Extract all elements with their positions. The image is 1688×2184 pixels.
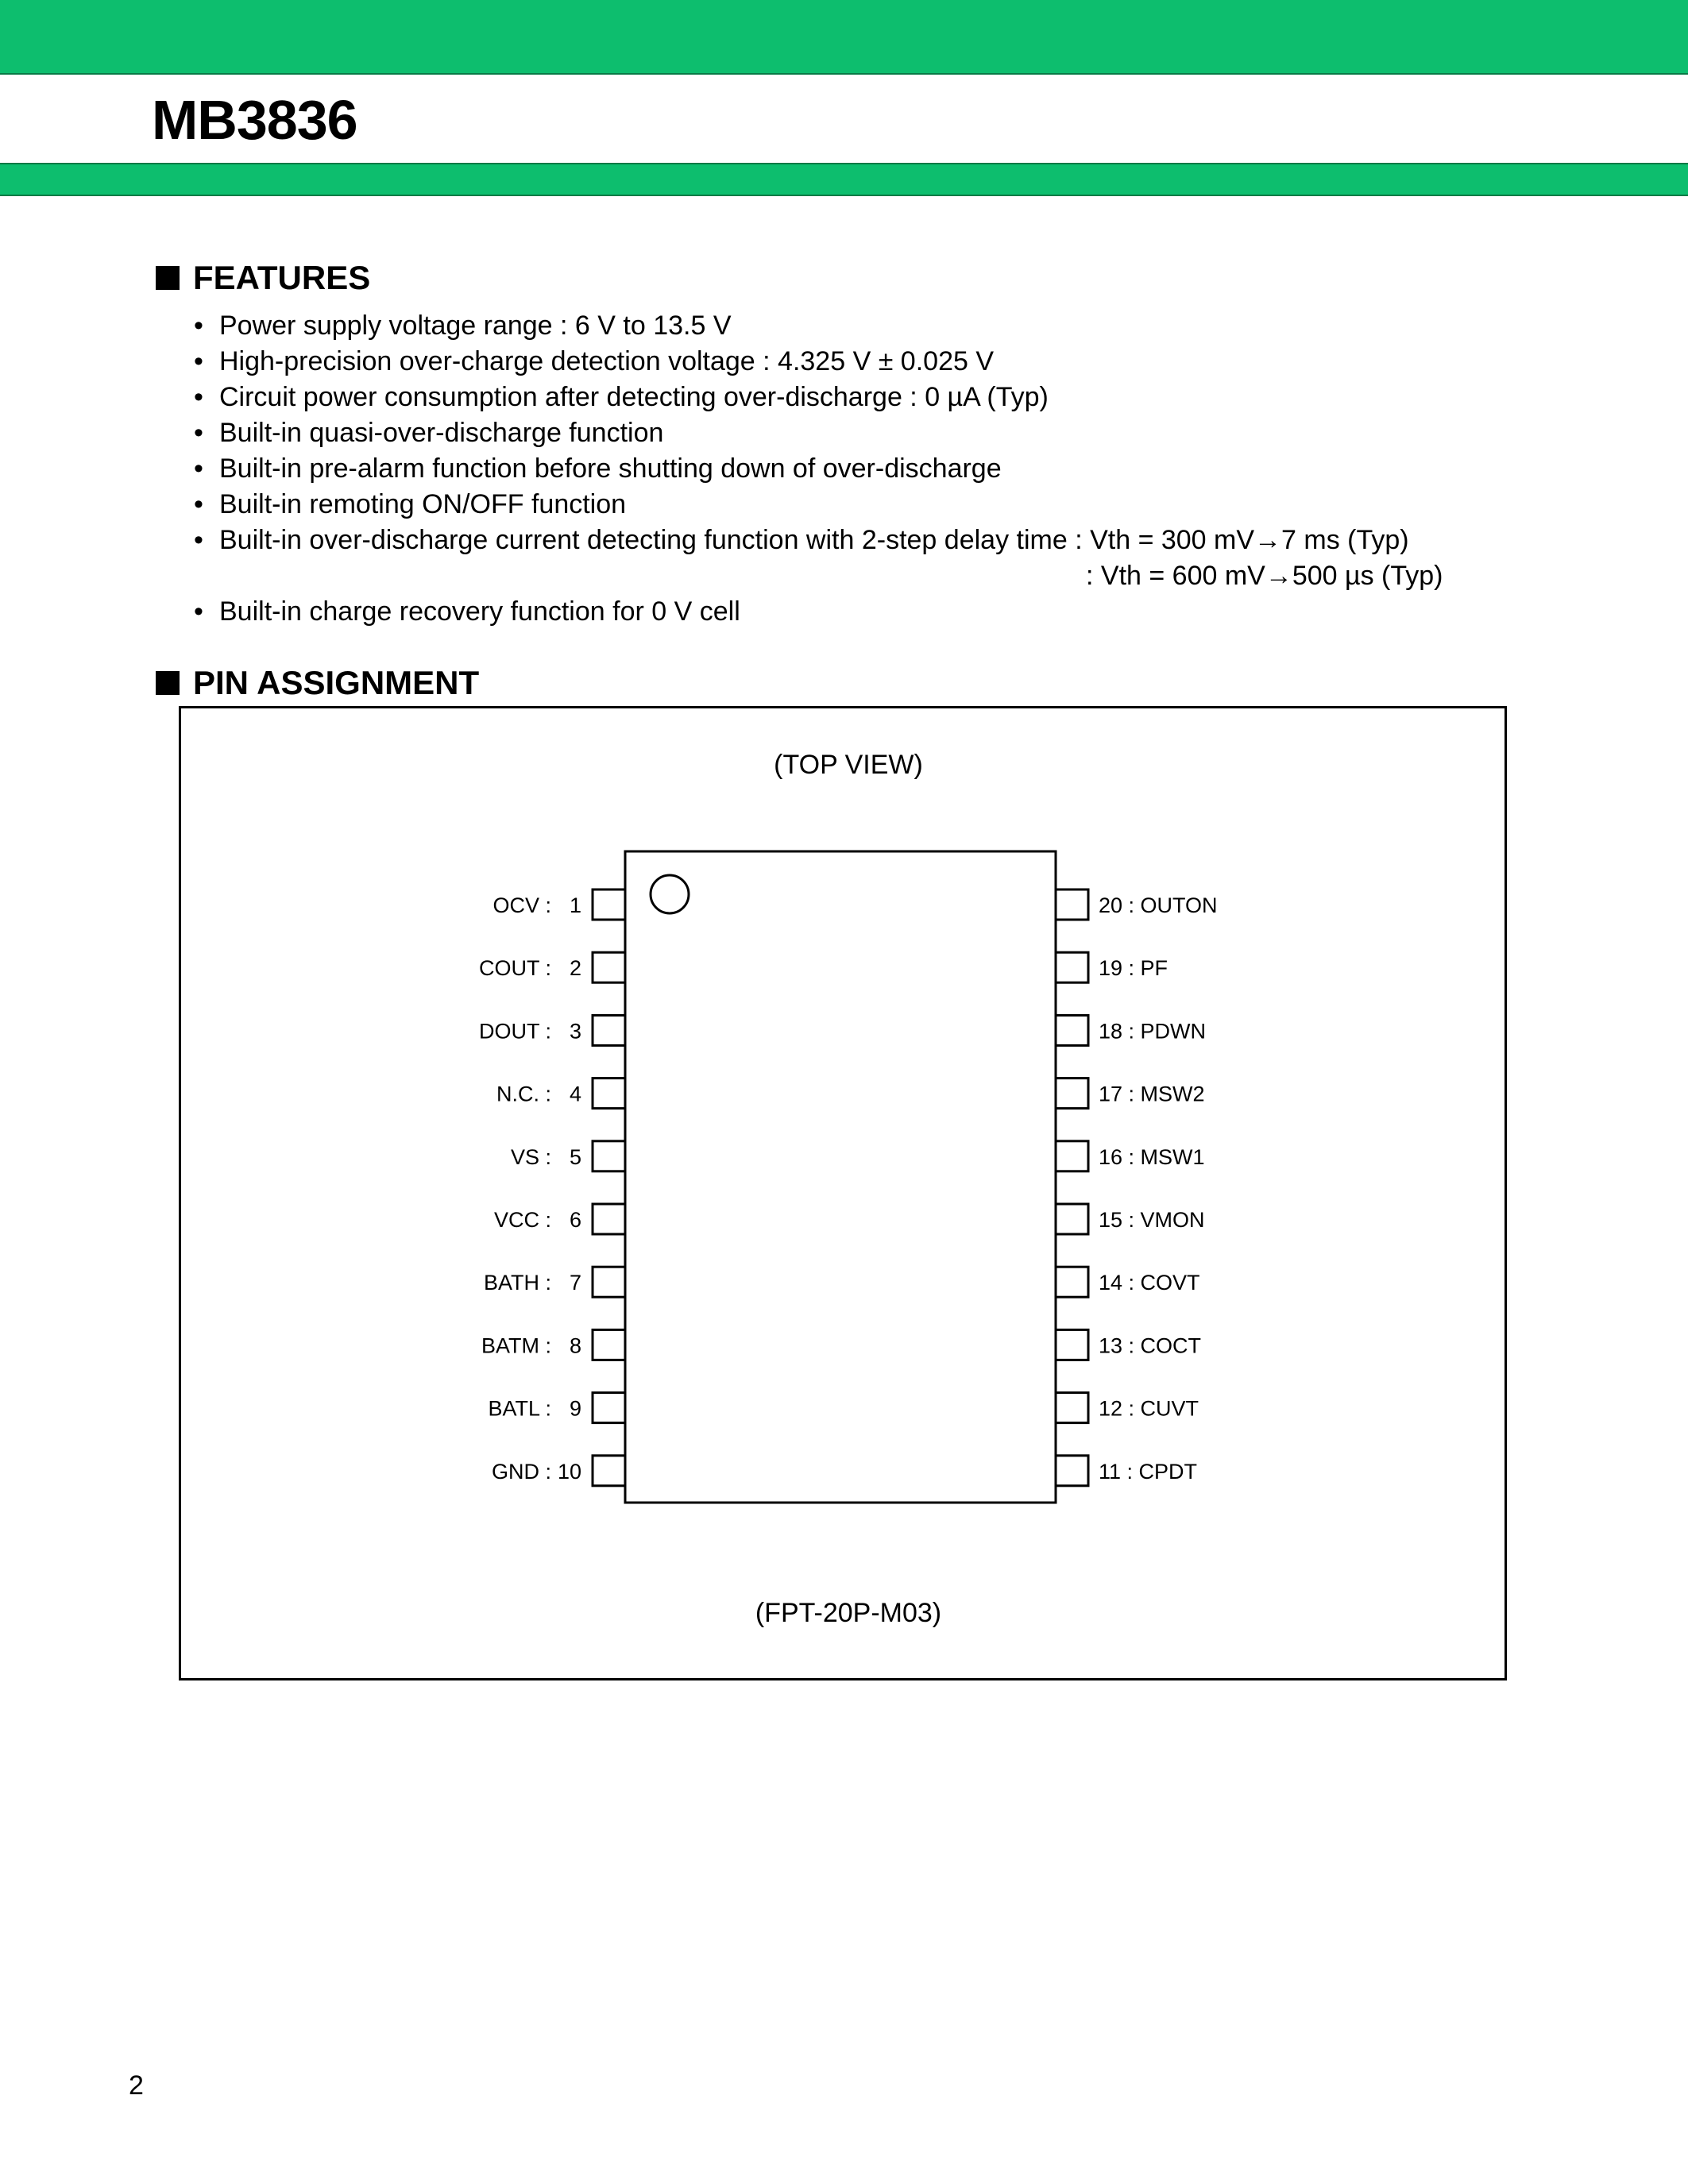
feature-continuation: : Vth = 600 mV→500 µs (Typ) bbox=[1086, 561, 1443, 591]
page-number: 2 bbox=[129, 2070, 144, 2101]
feature-text: Circuit power consumption after detecting over-discharge : 0 µA (Typ) bbox=[219, 382, 1049, 412]
feature-text: High-precision over-charge detection voltage : 4.325 V ± 0.025 V bbox=[219, 346, 995, 376]
pin-number-left: 8 bbox=[569, 1333, 581, 1358]
pin-lead-right bbox=[1056, 1393, 1088, 1423]
pin-diagram bbox=[181, 708, 1505, 1678]
pin-name-left: OCV : bbox=[492, 893, 551, 917]
pin-lead-right bbox=[1056, 1329, 1088, 1360]
pin-number-left: 5 bbox=[569, 1144, 581, 1169]
pin-assignment-heading bbox=[156, 663, 479, 703]
pin-number-left: 9 bbox=[569, 1396, 581, 1421]
pin-number-left: 3 bbox=[569, 1019, 581, 1044]
pin-name-left: VCC : bbox=[493, 1208, 551, 1232]
pin-lead-right bbox=[1056, 952, 1088, 982]
document-title: MB3836 bbox=[152, 89, 357, 151]
pin-assignment-heading-label: PIN ASSIGNMENT bbox=[193, 664, 480, 701]
pin-lead-left bbox=[593, 1456, 625, 1486]
right-pin-group bbox=[1056, 889, 1218, 1486]
features-heading bbox=[156, 258, 370, 298]
pin-label-right: 12 : CUVT bbox=[1099, 1396, 1199, 1421]
pin-name-left: BATH : bbox=[483, 1271, 551, 1295]
features-heading-label: FEATURES bbox=[193, 259, 371, 296]
pin-name-left: DOUT : bbox=[478, 1019, 551, 1044]
pin-number-left: 2 bbox=[569, 956, 581, 981]
pin-name-left: BATL : bbox=[488, 1396, 551, 1421]
pin-number-left: 10 bbox=[557, 1459, 581, 1484]
pin-name-left: N.C. : bbox=[496, 1082, 551, 1106]
bullet: • bbox=[194, 418, 203, 448]
pin-number-left: 4 bbox=[569, 1082, 581, 1106]
ic-body bbox=[625, 851, 1056, 1503]
bullet: • bbox=[194, 489, 203, 519]
package-label: (FPT-20P-M03) bbox=[755, 1598, 942, 1628]
pin-lead-left bbox=[593, 1267, 625, 1297]
top-view-label: (TOP VIEW) bbox=[774, 750, 923, 780]
pin-number-left: 6 bbox=[569, 1208, 581, 1232]
pin-label-right: 11 : CPDT bbox=[1099, 1459, 1198, 1484]
pin-lead-right bbox=[1056, 1204, 1088, 1234]
pin-name-left: BATM : bbox=[481, 1333, 551, 1358]
pin-label-right: 13 : COCT bbox=[1099, 1333, 1202, 1358]
pin-lead-left bbox=[593, 952, 625, 982]
pin-label-right: 17 : MSW2 bbox=[1099, 1082, 1205, 1106]
pin-lead-right bbox=[1056, 1141, 1088, 1171]
feature-text: Power supply voltage range : 6 V to 13.5 V bbox=[219, 311, 732, 341]
pin-assignment-figure bbox=[179, 706, 1507, 1680]
pin-label-right: 19 : PF bbox=[1099, 956, 1168, 981]
feature-text: Built-in charge recovery function for 0 V cell bbox=[219, 596, 740, 627]
bullet: • bbox=[194, 453, 203, 484]
pin-lead-left bbox=[593, 1204, 625, 1234]
pin-label-right: 18 : PDWN bbox=[1099, 1019, 1207, 1044]
bullet: • bbox=[194, 382, 203, 412]
pin-lead-left bbox=[593, 1141, 625, 1171]
pin-lead-left bbox=[593, 1015, 625, 1045]
section-square-icon bbox=[156, 266, 180, 290]
left-pin-group bbox=[479, 889, 625, 1486]
pin-lead-right bbox=[1056, 1267, 1088, 1297]
pin-lead-left bbox=[593, 1393, 625, 1423]
pin-lead-right bbox=[1056, 1015, 1088, 1045]
bullet: • bbox=[194, 525, 203, 555]
pin-label-right: 15 : VMON bbox=[1099, 1208, 1205, 1232]
pin-label-right: 14 : COVT bbox=[1099, 1271, 1200, 1295]
pin-name-left: VS : bbox=[510, 1144, 551, 1169]
pin-number-left: 7 bbox=[569, 1271, 581, 1295]
pin-label-right: 20 : OUTON bbox=[1099, 893, 1218, 917]
header-bottom-band bbox=[0, 163, 1688, 196]
bullet: • bbox=[194, 311, 203, 341]
feature-text: Built-in pre-alarm function before shutting down of over-discharge bbox=[219, 453, 1002, 484]
feature-text: Built-in quasi-over-discharge function bbox=[219, 418, 664, 448]
pin-lead-right bbox=[1056, 1078, 1088, 1109]
bullet: • bbox=[194, 346, 203, 376]
pin-name-left: COUT : bbox=[478, 956, 551, 981]
feature-text: Built-in over-discharge current detecting function with 2-step delay time : Vth = 300 mV→7 ms (Typ) bbox=[219, 525, 1409, 555]
pin-name-left: GND : bbox=[491, 1459, 551, 1484]
pin-lead-right bbox=[1056, 889, 1088, 920]
pin-label-right: 16 : MSW1 bbox=[1099, 1144, 1205, 1169]
pin-number-left: 1 bbox=[569, 893, 581, 917]
pin-lead-left bbox=[593, 1329, 625, 1360]
header-top-band bbox=[0, 0, 1688, 75]
bullet: • bbox=[194, 596, 203, 627]
feature-text: Built-in remoting ON/OFF function bbox=[219, 489, 627, 519]
pin-lead-left bbox=[593, 1078, 625, 1109]
pin-lead-right bbox=[1056, 1456, 1088, 1486]
pin-lead-left bbox=[593, 889, 625, 920]
section-square-icon bbox=[156, 671, 180, 695]
